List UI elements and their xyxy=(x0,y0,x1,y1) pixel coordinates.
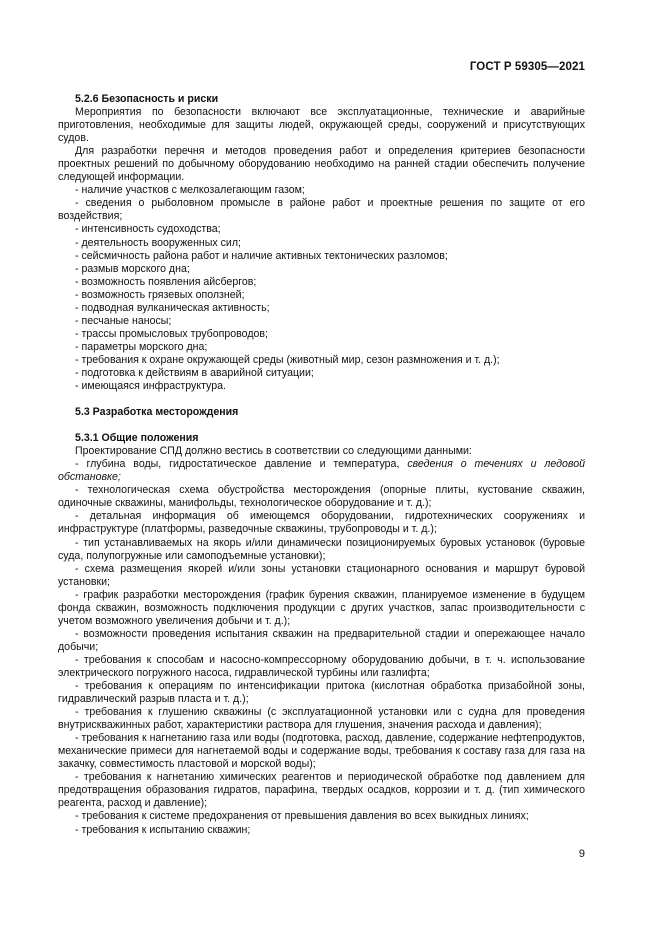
risk-item: - размыв морского дна; xyxy=(75,262,190,275)
page-number: 9 xyxy=(578,848,585,860)
design-item: - требования к нагнетанию газа или воды (подготовка, расход, давление, содержание нефтепродуктов, механические примеси для нагнетаемой воды и содержание воды, требования к составу газа для газа на закачку, совместимость пластовой и морской воды); xyxy=(58,732,585,771)
section-5-3-1-heading: 5.3.1 Общие положения xyxy=(75,432,199,445)
page-content xyxy=(58,93,585,837)
risk-item: - наличие участков с мелкозалегающим газом; xyxy=(75,184,305,197)
design-item: - требования к способам и насосно-компрессорному оборудованию добычи, в т. ч. использование электрического погружного насоса, гидравлической турбины или газлифта; xyxy=(58,653,585,679)
standard-id: ГОСТ Р 59305—2021 xyxy=(469,61,585,73)
risk-item: - подводная вулканическая активность; xyxy=(75,301,270,314)
design-item: - детальная информация об имеющемся оборудовании, гидротехнических сооружениях и инфраструктуре (платформы, разведочные скважины, трубопроводы и т. д.); xyxy=(58,510,585,536)
section-5-2-6-para2: Для разработки перечня и методов проведения работ и определения критериев безопасности проектных решений по добычному оборудованию необходимо на ранней стадии обеспечить получение следующей информации. xyxy=(58,145,585,184)
risk-item: - песчаные наносы; xyxy=(75,314,172,327)
design-item: - возможности проведения испытания скважин на предварительной стадии и опережающее начало добычи; xyxy=(58,627,585,653)
design-item: - схема размещения якорей и/или зоны установки стационарного основания и маршрут буровой установки; xyxy=(58,562,585,588)
risk-item: - подготовка к действиям в аварийной ситуации; xyxy=(75,366,314,379)
risk-item: - требования к охране окружающей среды (животный мир, сезон размножения и т. д.); xyxy=(75,353,500,366)
section-5-3-heading: 5.3 Разработка месторождения xyxy=(75,406,239,419)
risk-item: - трассы промысловых трубопроводов; xyxy=(75,327,268,340)
risk-item: - интенсивность судоходства; xyxy=(75,223,221,236)
design-item: - требования к операциям по интенсификации притока (кислотная обработка призабойной зоны, гидравлический разрыв пласта и т. д.); xyxy=(58,680,585,706)
design-item xyxy=(58,458,585,484)
design-item-text: - глубина воды, гидростатическое давление и температура, xyxy=(75,458,408,471)
risk-item: - деятельность вооруженных сил; xyxy=(75,236,241,249)
risk-item: - параметры морского дна; xyxy=(75,340,208,353)
design-item: - требования к испытанию скважин; xyxy=(75,823,251,836)
risk-item: - сведения о рыболовном промысле в районе работ и проектные решения по защите от его воздействия; xyxy=(58,197,585,223)
design-item: - график разработки месторождения (график бурения скважин, планируемое изменение в будущем фонда скважин, возможность подключения продукции с других участков, запас производительности с учетом возможного увеличения добычи и т. д.); xyxy=(58,588,585,627)
design-item: - требования к глушению скважины (с эксплуатационной установки или с судна для проведения внутрискважинных работ, характеристики раствора для глушения, значения расхода и давления); xyxy=(58,706,585,732)
risk-item: - возможность появления айсбергов; xyxy=(75,275,257,288)
risk-item: - имеющаяся инфраструктура. xyxy=(75,380,226,393)
risk-item: - возможность грязевых оползней; xyxy=(75,288,245,301)
design-item: - технологическая схема обустройства месторождения (опорные плиты, кустование скважин, одиночные скважины, манифольды, технологическое оборудование и т. д.); xyxy=(58,484,585,510)
design-item-italic-text: сведения о течениях и ледовой обстановке; xyxy=(58,458,585,484)
section-5-2-6-para1: Мероприятия по безопасности включают все эксплуатационные, технические и аварийные приготовления, необходимые для защиты людей, окружающей среды, сооружений и присутствующих судов. xyxy=(58,106,585,145)
section-5-2-6-heading: 5.2.6 Безопасность и риски xyxy=(75,93,219,105)
section-5-3-1-intro: Проектирование СПД должно вестись в соответствии со следующими данными: xyxy=(75,445,472,458)
design-item: - требования к нагнетанию химических реагентов и периодической обработке под давлением для предотвращения образования гидратов, парафина, твердых осадков, коррозии и т. д. (тип химического реагента, расход и давление); xyxy=(58,771,585,810)
design-item: - требования к системе предохранения от превышения давления во всех выкидных линиях; xyxy=(75,810,529,823)
design-item: - тип устанавливаемых на якорь и/или динамически позиционируемых буровых установок (буровые суда, полупогружные или самоподъемные установки); xyxy=(58,536,585,562)
risk-item: - сейсмичность района работ и наличие активных тектонических разломов; xyxy=(75,249,448,262)
